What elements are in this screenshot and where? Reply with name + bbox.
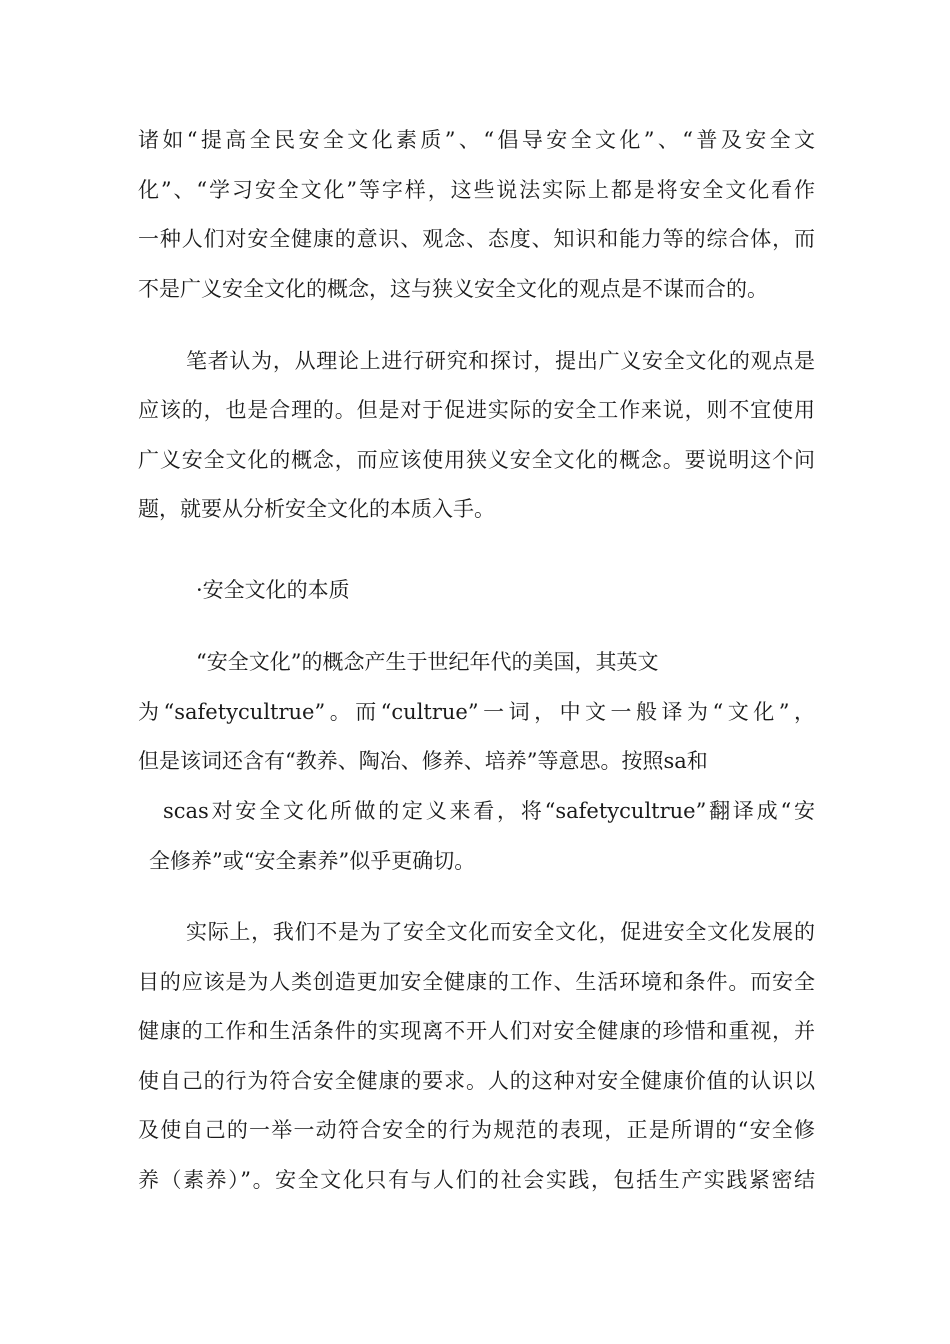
paragraph-3-line-5: 全修养”或“安全素养”似乎更确切。 <box>149 849 476 873</box>
paragraph-2-line-3: 广义安全文化的概念，而应该使用狭义安全文化的概念。要说明这个问 <box>138 448 815 472</box>
paragraph-1-line-3: 一种人们对安全健康的意识、观念、态度、知识和能力等的综合体，而 <box>138 227 815 251</box>
paragraph-4-line-2: 目的应该是为人类创造更加安全健康的工作、生活环境和条件。而安全 <box>138 970 815 994</box>
paragraph-4-line-5: 及使自己的一举一动符合安全的行为规范的表现，正是所谓的“安全修 <box>138 1118 815 1142</box>
paragraph-1-line-1: 诸如“提高全民安全文化素质”、“倡导安全文化”、“普及安全文 <box>138 128 815 152</box>
paragraph-3-line-2: 为“safetycultrue”。而“cultrue”一词，中文一般译为“文化”， <box>138 700 815 724</box>
paragraph-1-line-4: 不是广义安全文化的概念，这与狭义安全文化的观点是不谋而合的。 <box>138 277 768 301</box>
paragraph-4-line-3: 健康的工作和生活条件的实现离不开人们对安全健康的珍惜和重视，并 <box>138 1019 815 1043</box>
paragraph-4-line-4: 使自己的行为符合安全健康的要求。人的这种对安全健康价值的认识以 <box>138 1069 815 1093</box>
paragraph-2-line-2: 应该的，也是合理的。但是对于促进实际的安全工作来说，则不宜使用 <box>138 398 815 422</box>
paragraph-3-line-4: scas对安全文化所做的定义来看，将“safetycultrue”翻译成“安 <box>163 799 815 823</box>
paragraph-4-line-6: 养（素养）”。安全文化只有与人们的社会实践，包括生产实践紧密结 <box>138 1168 815 1192</box>
section-heading: ·安全文化的本质 <box>196 578 350 602</box>
paragraph-2-line-1: 笔者认为，从理论上进行研究和探讨，提出广义安全文化的观点是 <box>186 349 815 373</box>
paragraph-1-line-2: 化”、“学习安全文化”等字样，这些说法实际上都是将安全文化看作 <box>138 178 815 202</box>
paragraph-3-line-1: “安全文化”的概念产生于世纪年代的美国，其英文 <box>196 650 659 674</box>
paragraph-4-line-1: 实际上，我们不是为了安全文化而安全文化，促进安全文化发展的 <box>186 920 815 944</box>
paragraph-3-line-3: 但是该词还含有“教养、陶冶、修养、培养”等意思。按照sa和 <box>138 749 708 773</box>
paragraph-2-line-4: 题，就要从分析安全文化的本质入手。 <box>138 497 495 521</box>
